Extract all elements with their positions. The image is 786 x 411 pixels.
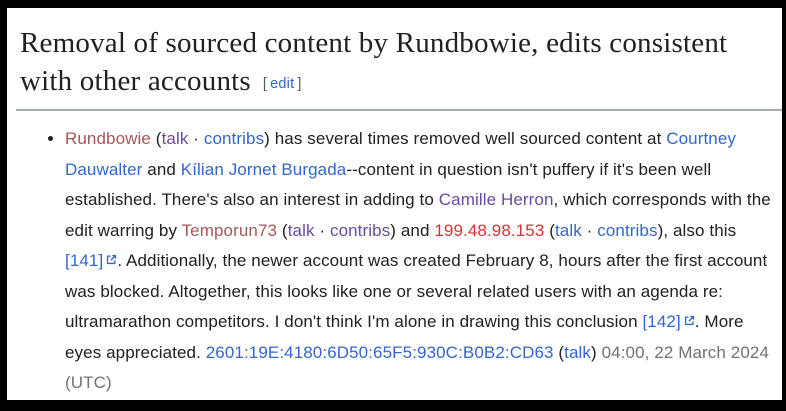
- page-title-line2: with other accounts: [20, 65, 251, 97]
- text-run: , which corresponds with the edit warring by: [65, 190, 771, 240]
- contribs-link[interactable]: contribs: [329, 220, 391, 240]
- wiki-section: [7, 8, 782, 400]
- text-run: (: [150, 129, 162, 148]
- contribs-link[interactable]: contribs: [203, 129, 265, 148]
- edit-section: [263, 76, 302, 92]
- text-run: (: [544, 220, 555, 240]
- article-link-courtney-dauwalter[interactable]: Courtney Dauwalter: [65, 129, 736, 179]
- article-link-kilian-jornet-burgada[interactable]: Kílian Jornet Burgada: [180, 159, 347, 179]
- talk-link[interactable]: talk: [564, 342, 592, 362]
- text-run: ), also this: [657, 220, 737, 240]
- text-run: (: [553, 342, 565, 362]
- ip-link-2601-19e-4180-6d50[interactable]: 2601:19E:4180:6D50:65F5:930C:B0B2:CD63: [205, 342, 554, 362]
- discussion-list: [20, 124, 772, 399]
- ip-link-199-48-98-153[interactable]: 199.48.98.153: [434, 220, 545, 240]
- text-run: ) and: [390, 220, 435, 240]
- edit-section-link[interactable]: edit: [270, 76, 295, 92]
- contribs-link[interactable]: contribs: [597, 220, 658, 240]
- text-run: ·: [581, 220, 598, 240]
- text-run: . Additionally, the newer account was created February 8, hours after the first account was blocked. Altogether, this looks like one or several related users with an agenda re: ultramarathon competitors. I don't think I'm alone in drawing this conclusion: [65, 251, 768, 331]
- edit-close-bracket: ]: [297, 76, 302, 92]
- text-run: . More eyes appreciated.: [65, 312, 744, 362]
- text-run: --content in question isn't puffery if it's been well established. There's also an interest in adding to: [65, 159, 712, 209]
- text-run: and: [142, 159, 181, 179]
- external-link-icon: [684, 315, 695, 326]
- text-run: ·: [314, 220, 330, 240]
- user-link-rundbowie[interactable]: Rundbowie: [65, 129, 151, 148]
- page-title-line1: Removal of sourced content by Rundbowie, edits consistent: [20, 27, 728, 59]
- article-link-camille-herron[interactable]: Camille Herron: [438, 190, 554, 209]
- timestamp: 04:00, 22 March 2024 (UTC): [65, 342, 770, 392]
- external-link-icon: [106, 254, 117, 265]
- diff-link-141[interactable]: [141]: [65, 251, 117, 270]
- user-link-temporun73[interactable]: Temporun73: [181, 220, 278, 240]
- edit-open-bracket: [: [262, 76, 268, 92]
- heading-divider: [16, 109, 782, 111]
- page-title: [20, 24, 772, 100]
- talk-link[interactable]: talk: [161, 129, 189, 148]
- text-run: ) has several times removed well sourced content at: [264, 129, 667, 148]
- talk-link[interactable]: talk: [287, 220, 315, 240]
- text-run: ): [591, 342, 602, 362]
- discussion-entry: [65, 124, 772, 399]
- diff-link-142[interactable]: [142]: [642, 312, 694, 331]
- talk-link[interactable]: talk: [554, 220, 582, 240]
- text-run: ·: [188, 129, 204, 148]
- text-run: (: [277, 220, 288, 240]
- discussion-entry-text: [65, 129, 771, 392]
